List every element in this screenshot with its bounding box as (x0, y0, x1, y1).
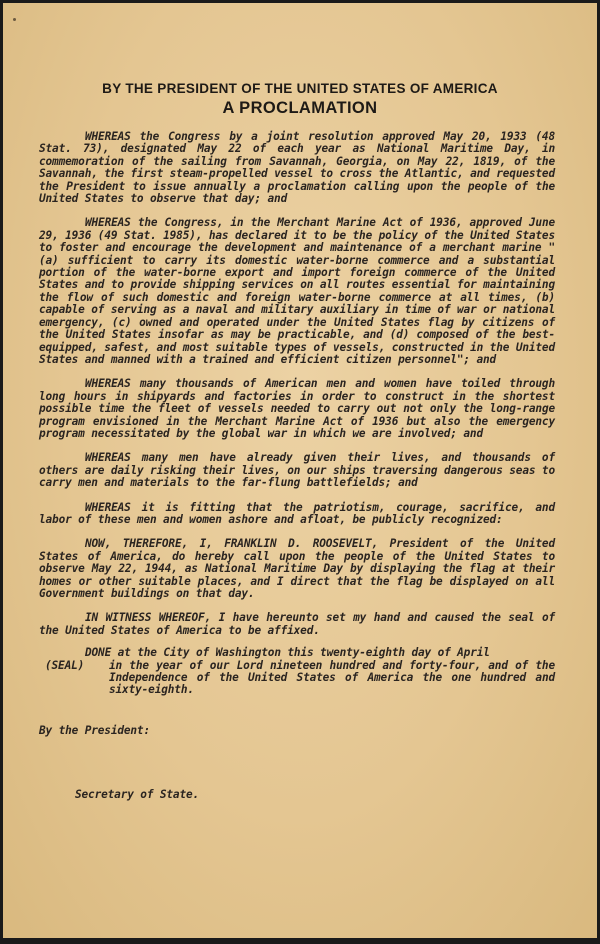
done-at-washington (39, 647, 555, 697)
paragraph-in-witness: IN WITNESS WHEREOF, I have hereunto set my hand and caused the seal of the United States of America to be affixed. (39, 611, 555, 637)
paragraph-whereas-joint-resolution: WHEREAS the Congress by a joint resolution approved May 20, 1933 (48 Stat. 73), designated May 22 of each year as National Maritime Day, in commemoration of the sailing from Savannah, Georgia, on May 22, 1819, of the Savannah, the first steam-propelled vessel to cross the Atlantic, and requested the President to issue annually a proclamation calling upon the people of the United States to observe that day; and (39, 130, 555, 206)
paragraph-now-therefore: NOW, THEREFORE, I, FRANKLIN D. ROOSEVELT, President of the United States of America, do hereby call upon the people of the United States to observe May 22, 1944, as National Maritime Day by displaying the flag at their homes or other suitable places, and I direct that the flag be displayed on all Government buildings on that day. (39, 537, 555, 600)
heading-line-president: BY THE PRESIDENT OF THE UNITED STATES OF AMERICA (102, 81, 498, 96)
by-the-president: By the President: (39, 723, 150, 737)
paper-blemish (13, 18, 16, 21)
proclamation-body (39, 131, 555, 802)
done-line: DONE at the City of Washington this twenty-eighth day of April (85, 646, 490, 660)
paragraph-whereas-merchant-marine-act: WHEREAS the Congress, in the Merchant Marine Act of 1936, approved June 29, 1936 (49 Stat. 1985), has declared it to be the policy of the United States to foster and encourage the development and maintenance of a merchant marine "(a) sufficient to carry its domestic water-borne commerce and a substantial portion of the water-borne export and import foreign commerce of the United States and to provide shipping services on all routes essential for maintaining the flow of such domestic and foreign water-borne commerce at all times, (b) capable of serving as a naval and military auxiliary in time of war or national emergency, (c) owned and operated under the United States flag by citizens of the United States insofar as may be practicable, and (d) composed of the best-equipped, safest, and most suitable types of vessels, constructed in the United States and manned with a trained and efficient citizen personnel"; and (39, 216, 555, 366)
seal-mark: (SEAL) (45, 658, 85, 672)
done-continuation: in the year of our Lord nineteen hundred and forty-four, and of the Independence of the United States of America the one hundred and sixty-eighth. (109, 658, 555, 697)
document-heading (3, 81, 597, 118)
paragraph-whereas-shipyard-workers: WHEREAS many thousands of American men and women have toiled through long hours in shipyards and factories in order to construct in the shortest possible time the fleet of vessels needed to carry out not only the long-range program envisioned in the Merchant Marine Act of 1936 but also the emergency program necessitated by the global war in which we are involved; and (39, 377, 555, 440)
proclamation-page (3, 3, 597, 938)
paragraph-whereas-recognition: WHEREAS it is fitting that the patriotism, courage, sacrifice, and labor of these men and women ashore and afloat, be publicly recognized: (39, 500, 555, 526)
heading-line-proclamation: A PROCLAMATION (222, 99, 378, 117)
secretary-of-state: Secretary of State. (75, 788, 200, 802)
paragraph-whereas-men-at-sea: WHEREAS many men have already given their lives, and thousands of others are daily risking their lives, on our ships traversing dangerous seas to carry men and materials to the far-flung battlefields; and (39, 451, 555, 490)
